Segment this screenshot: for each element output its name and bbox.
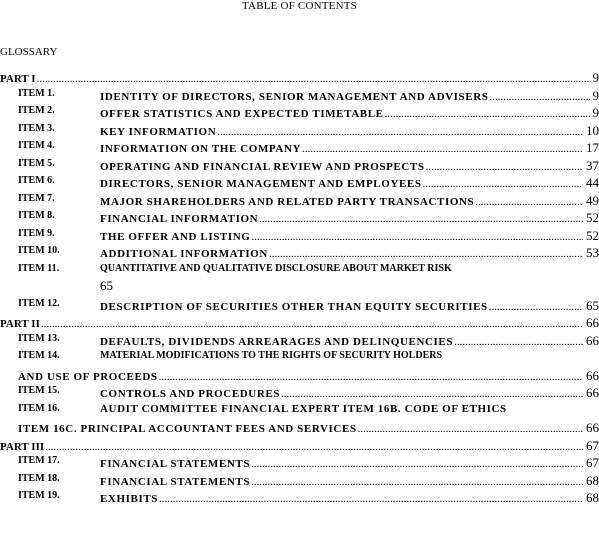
toc-part-label: PART I — [0, 73, 36, 85]
toc-leader-dots — [489, 91, 589, 103]
toc-page-number: 68 — [586, 473, 599, 488]
toc-page-number: 66 — [586, 385, 599, 400]
toc-leader-dots — [385, 108, 590, 120]
toc-item-title: FINANCIAL STATEMENTS — [100, 476, 251, 488]
toc-item-row[interactable] — [0, 88, 599, 105]
toc-page-number: 9 — [592, 105, 599, 120]
toc-item-title: CONTROLS AND PROCEDURES — [100, 388, 281, 400]
toc-item-title: ITEM 16C. PRINCIPAL ACCOUNTANT FEES AND SERVICES — [18, 423, 357, 435]
toc-leader-dots — [251, 231, 583, 243]
toc-leader-dots — [159, 493, 583, 505]
toc-leader-dots — [217, 126, 583, 138]
toc-part-row[interactable] — [0, 315, 599, 332]
toc-item-title: OFFER STATISTICS AND EXPECTED TIMETABLE — [100, 108, 384, 120]
toc-page-number: 68 — [586, 490, 599, 505]
toc-item-title: DEFAULTS, DIVIDENDS ARREARAGES AND DELINQUENCIES — [100, 336, 454, 348]
toc-item-row[interactable] — [0, 403, 599, 420]
toc-leader-dots — [251, 476, 583, 488]
toc-item-title: INFORMATION ON THE COMPANY — [100, 143, 302, 155]
toc-item-number: ITEM 17. — [18, 455, 60, 466]
toc-leader-dots — [41, 318, 583, 330]
toc-page-number: 37 — [586, 158, 599, 173]
toc-item-number: ITEM 12. — [18, 298, 60, 309]
toc-item-row[interactable] — [0, 490, 599, 507]
toc-leader-dots — [259, 213, 583, 225]
toc-item-row[interactable] — [0, 158, 599, 175]
toc-item-number: ITEM 2. — [18, 105, 55, 116]
toc-page-number: 67 — [586, 438, 599, 453]
toc-leader-dots — [358, 423, 583, 435]
toc-page-number: 53 — [586, 245, 599, 260]
toc-item-title: QUANTITATIVE AND QUALITATIVE DISCLOSURE ABOUT MARKET RISK — [100, 263, 452, 274]
toc-item-number: ITEM 15. — [18, 385, 60, 396]
toc-item-title: MATERIAL MODIFICATIONS TO THE RIGHTS OF SECURITY HOLDERS — [100, 350, 443, 361]
toc-leader-dots — [475, 196, 583, 208]
toc-leader-dots — [454, 336, 583, 348]
toc-item-number: ITEM 1. — [18, 88, 55, 99]
toc-item-number: ITEM 16. — [18, 403, 60, 414]
glossary-heading: GLOSSARY — [0, 46, 58, 58]
toc-leader-dots — [269, 248, 583, 260]
toc-leader-dots — [45, 441, 583, 453]
toc-page-number: 67 — [586, 455, 599, 470]
toc-item-row[interactable] — [0, 175, 599, 192]
toc-item-title: AND USE OF PROCEEDS — [18, 371, 158, 383]
toc-item-number: ITEM 19. — [18, 490, 60, 501]
toc-part-label: PART II — [0, 318, 40, 330]
toc-item-number: ITEM 9. — [18, 228, 55, 239]
toc-part-row[interactable] — [0, 70, 599, 87]
toc-item-title: ADDITIONAL INFORMATION — [100, 248, 268, 260]
toc-part-row[interactable] — [0, 438, 599, 455]
toc-page-number: 66 — [586, 315, 599, 330]
page-title: TABLE OF CONTENTS — [242, 0, 357, 12]
toc-leader-dots — [302, 143, 583, 155]
toc-item-number: ITEM 7. — [18, 193, 55, 204]
toc-leader-dots — [423, 178, 583, 190]
toc-leader-dots — [37, 73, 590, 85]
toc-item-row[interactable] — [0, 140, 599, 157]
toc-item-row[interactable] — [0, 210, 599, 227]
toc-item-row[interactable] — [0, 368, 599, 385]
toc-item-row[interactable] — [0, 105, 599, 122]
toc-item-number: ITEM 14. — [18, 350, 60, 361]
toc-item-row[interactable] — [0, 228, 599, 245]
toc-item-title: EXHIBITS — [100, 493, 158, 505]
toc-item-title: MAJOR SHAREHOLDERS AND RELATED PARTY TRANSACTIONS — [100, 196, 475, 208]
toc-item-number: ITEM 5. — [18, 158, 55, 169]
toc-page-number: 17 — [586, 140, 599, 155]
toc-page-number: 65 — [586, 298, 599, 313]
toc-item-title: AUDIT COMMITTEE FINANCIAL EXPERT ITEM 16B. CODE OF ETHICS — [100, 403, 507, 415]
toc-item-number: ITEM 13. — [18, 333, 60, 344]
toc-page-number: 9 — [592, 88, 599, 103]
toc-item-row[interactable] — [0, 298, 599, 315]
toc-item-number: ITEM 4. — [18, 140, 55, 151]
toc-page-number: 66 — [586, 420, 599, 435]
toc-page-number: 10 — [586, 123, 599, 138]
toc-item-title: THE OFFER AND LISTING — [100, 231, 251, 243]
toc-leader-dots — [159, 371, 583, 383]
toc-item-row[interactable] — [0, 473, 599, 490]
toc-item-row[interactable] — [0, 385, 599, 402]
toc-page-number: 52 — [586, 228, 599, 243]
toc-item-title: KEY INFORMATION — [100, 126, 217, 138]
toc-item-number: ITEM 3. — [18, 123, 55, 134]
toc-page-number: 65 — [100, 278, 113, 293]
toc-page-number: 9 — [592, 70, 599, 85]
toc-leader-dots — [281, 388, 583, 400]
toc-page-number: 49 — [586, 193, 599, 208]
toc-item-row[interactable] — [0, 193, 599, 210]
toc-leader-dots — [251, 458, 583, 470]
toc-page-number: 66 — [586, 333, 599, 348]
toc-item-row[interactable] — [0, 455, 599, 472]
toc-part-label: PART III — [0, 441, 45, 453]
toc-item-row[interactable] — [0, 123, 599, 140]
toc-item-title: FINANCIAL INFORMATION — [100, 213, 259, 225]
toc-item-number: ITEM 6. — [18, 175, 55, 186]
toc-item-row[interactable] — [0, 245, 599, 262]
toc-leader-dots — [426, 161, 583, 173]
toc-page-number: 44 — [586, 175, 599, 190]
toc-item-number: ITEM 10. — [18, 245, 60, 256]
toc-page-number: 52 — [586, 210, 599, 225]
toc-item-title: DESCRIPTION OF SECURITIES OTHER THAN EQUITY SECURITIES — [100, 301, 488, 313]
toc-page-number: 66 — [586, 368, 599, 383]
toc-item-number: ITEM 18. — [18, 473, 60, 484]
toc-item-title: DIRECTORS, SENIOR MANAGEMENT AND EMPLOYEES — [100, 178, 422, 190]
toc-item-row[interactable] — [0, 350, 599, 367]
toc-item-number: ITEM 11. — [18, 263, 60, 274]
toc-item-title: OPERATING AND FINANCIAL REVIEW AND PROSPECTS — [100, 161, 425, 173]
toc-item-row[interactable] — [0, 420, 599, 437]
toc-item-row[interactable] — [0, 333, 599, 350]
toc-item-title: FINANCIAL STATEMENTS — [100, 458, 251, 470]
toc-item-row[interactable] — [0, 263, 599, 280]
toc-item-title: IDENTITY OF DIRECTORS, SENIOR MANAGEMENT AND ADVISERS — [100, 91, 489, 103]
toc-leader-dots — [489, 301, 583, 313]
toc-item-number: ITEM 8. — [18, 210, 55, 221]
